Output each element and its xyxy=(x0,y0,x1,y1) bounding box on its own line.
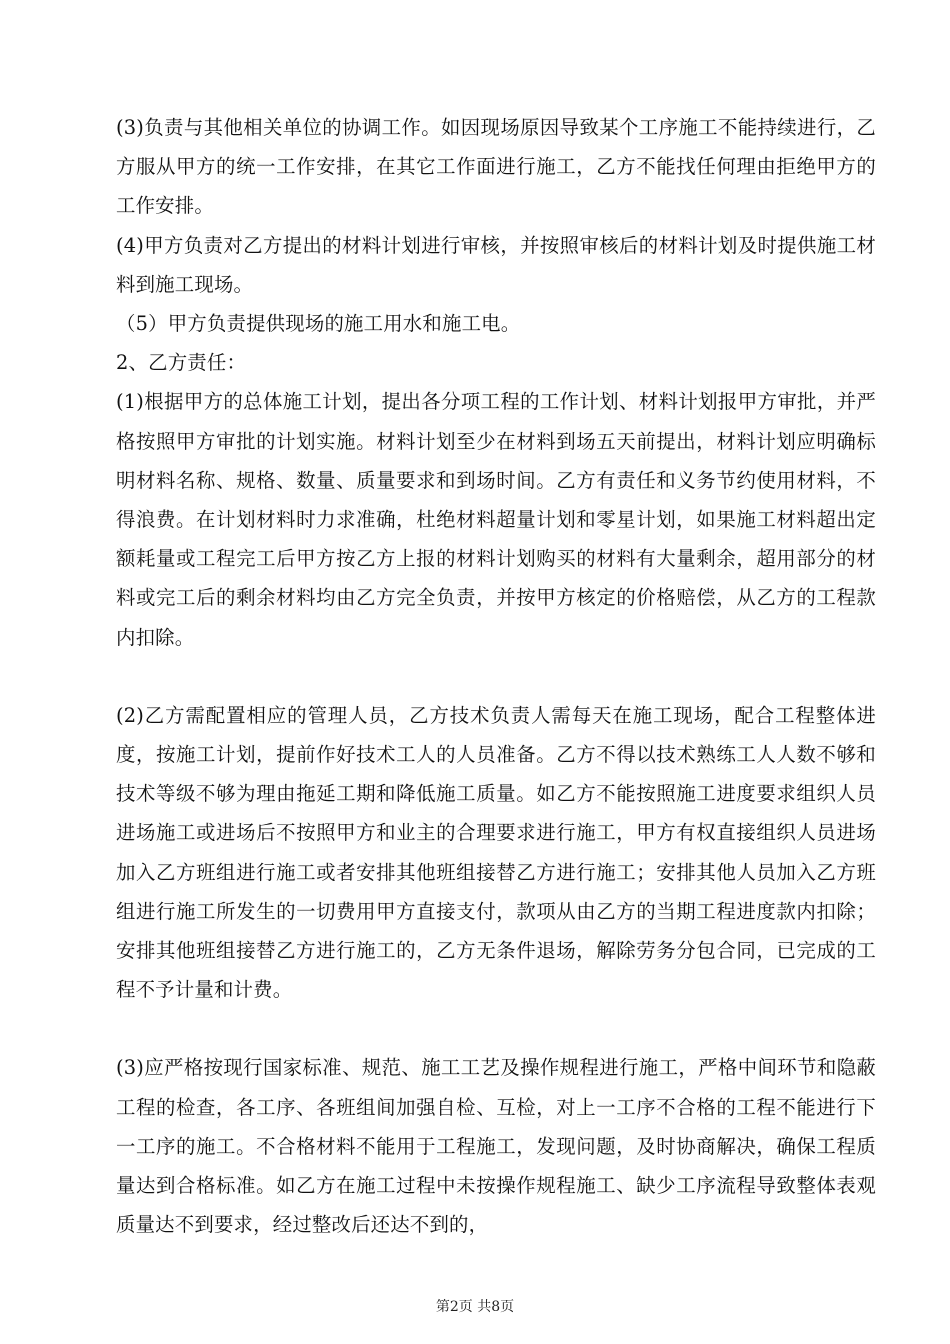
paragraph-party-b-3: (3)应严格按现行国家标准、规范、施工工艺及操作规程进行施工，严格中间环节和隐蔽工程的检查，各工序、各班组间加强自检、互检，对上一工序不合格的工程不能进行下一工序的施工。不合格材料不能用于工程施工，发现问题，及时协商解决，确保工程质量达到合格标准。如乙方在施工过程中未按操作规程施工、缺少工序流程导致整体表观质量达不到要求，经过整改后还达不到的， xyxy=(116,1056,876,1237)
page-number-footer: 第2页 共8页 xyxy=(435,1299,515,1315)
paragraph-party-b-1: (1)根据甲方的总体施工计划，提出各分项工程的工作计划、材料计划报甲方审批，并严格按照甲方审批的计划实施。材料计划至少在材料到场五天前提出，材料计划应明确标明材料名称、规格、数量、质量要求和到场时间。乙方有责任和义务节约使用材料，不得浪费。在计划材料时力求准确，杜绝材料超量计划和零星计划，如果施工材料超出定额耗量或工程完工后甲方按乙方上报的材料计划购买的材料有大量剩余，超用部分的材料或完工后的剩余材料均由乙方完全负责，并按甲方核定的价格赔偿，从乙方的工程款内扣除。 xyxy=(116,390,876,649)
section-heading-party-b: 2、乙方责任： xyxy=(116,351,247,375)
paragraph-party-b-2: (2)乙方需配置相应的管理人员，乙方技术负责人需每天在施工现场，配合工程整体进度，按施工计划，提前作好技术工人的人员准备。乙方不得以技术熟练工人人数不够和技术等级不够为理由拖延工期和降低施工质量。如乙方不能按照施工进度要求组织人员进场施工或进场后不按照甲方和业主的合理要求进行施工，甲方有权直接组织人员进场加入乙方班组进行施工或者安排其他班组接替乙方进行施工；安排其他人员加入乙方班组进行施工所发生的一切费用甲方直接支付，款项从由乙方的当期工程进度款内扣除；安排其他班组接替乙方进行施工的，乙方无条件退场，解除劳务分包合同，已完成的工程不予计量和计费。 xyxy=(116,703,876,1002)
paragraph-party-a-5: （5）甲方负责提供现场的施工用水和施工电。 xyxy=(116,312,521,336)
paragraph-party-a-3: (3)负责与其他相关单位的协调工作。如因现场原因导致某个工序施工不能持续进行，乙方服从甲方的统一工作安排，在其它工作面进行施工，乙方不能找任何理由拒绝甲方的工作安排。 xyxy=(116,116,876,218)
paragraph-party-a-4: (4)甲方负责对乙方提出的材料计划进行审核，并按照审核后的材料计划及时提供施工材料到施工现场。 xyxy=(116,233,876,296)
document-body xyxy=(116,108,876,1244)
